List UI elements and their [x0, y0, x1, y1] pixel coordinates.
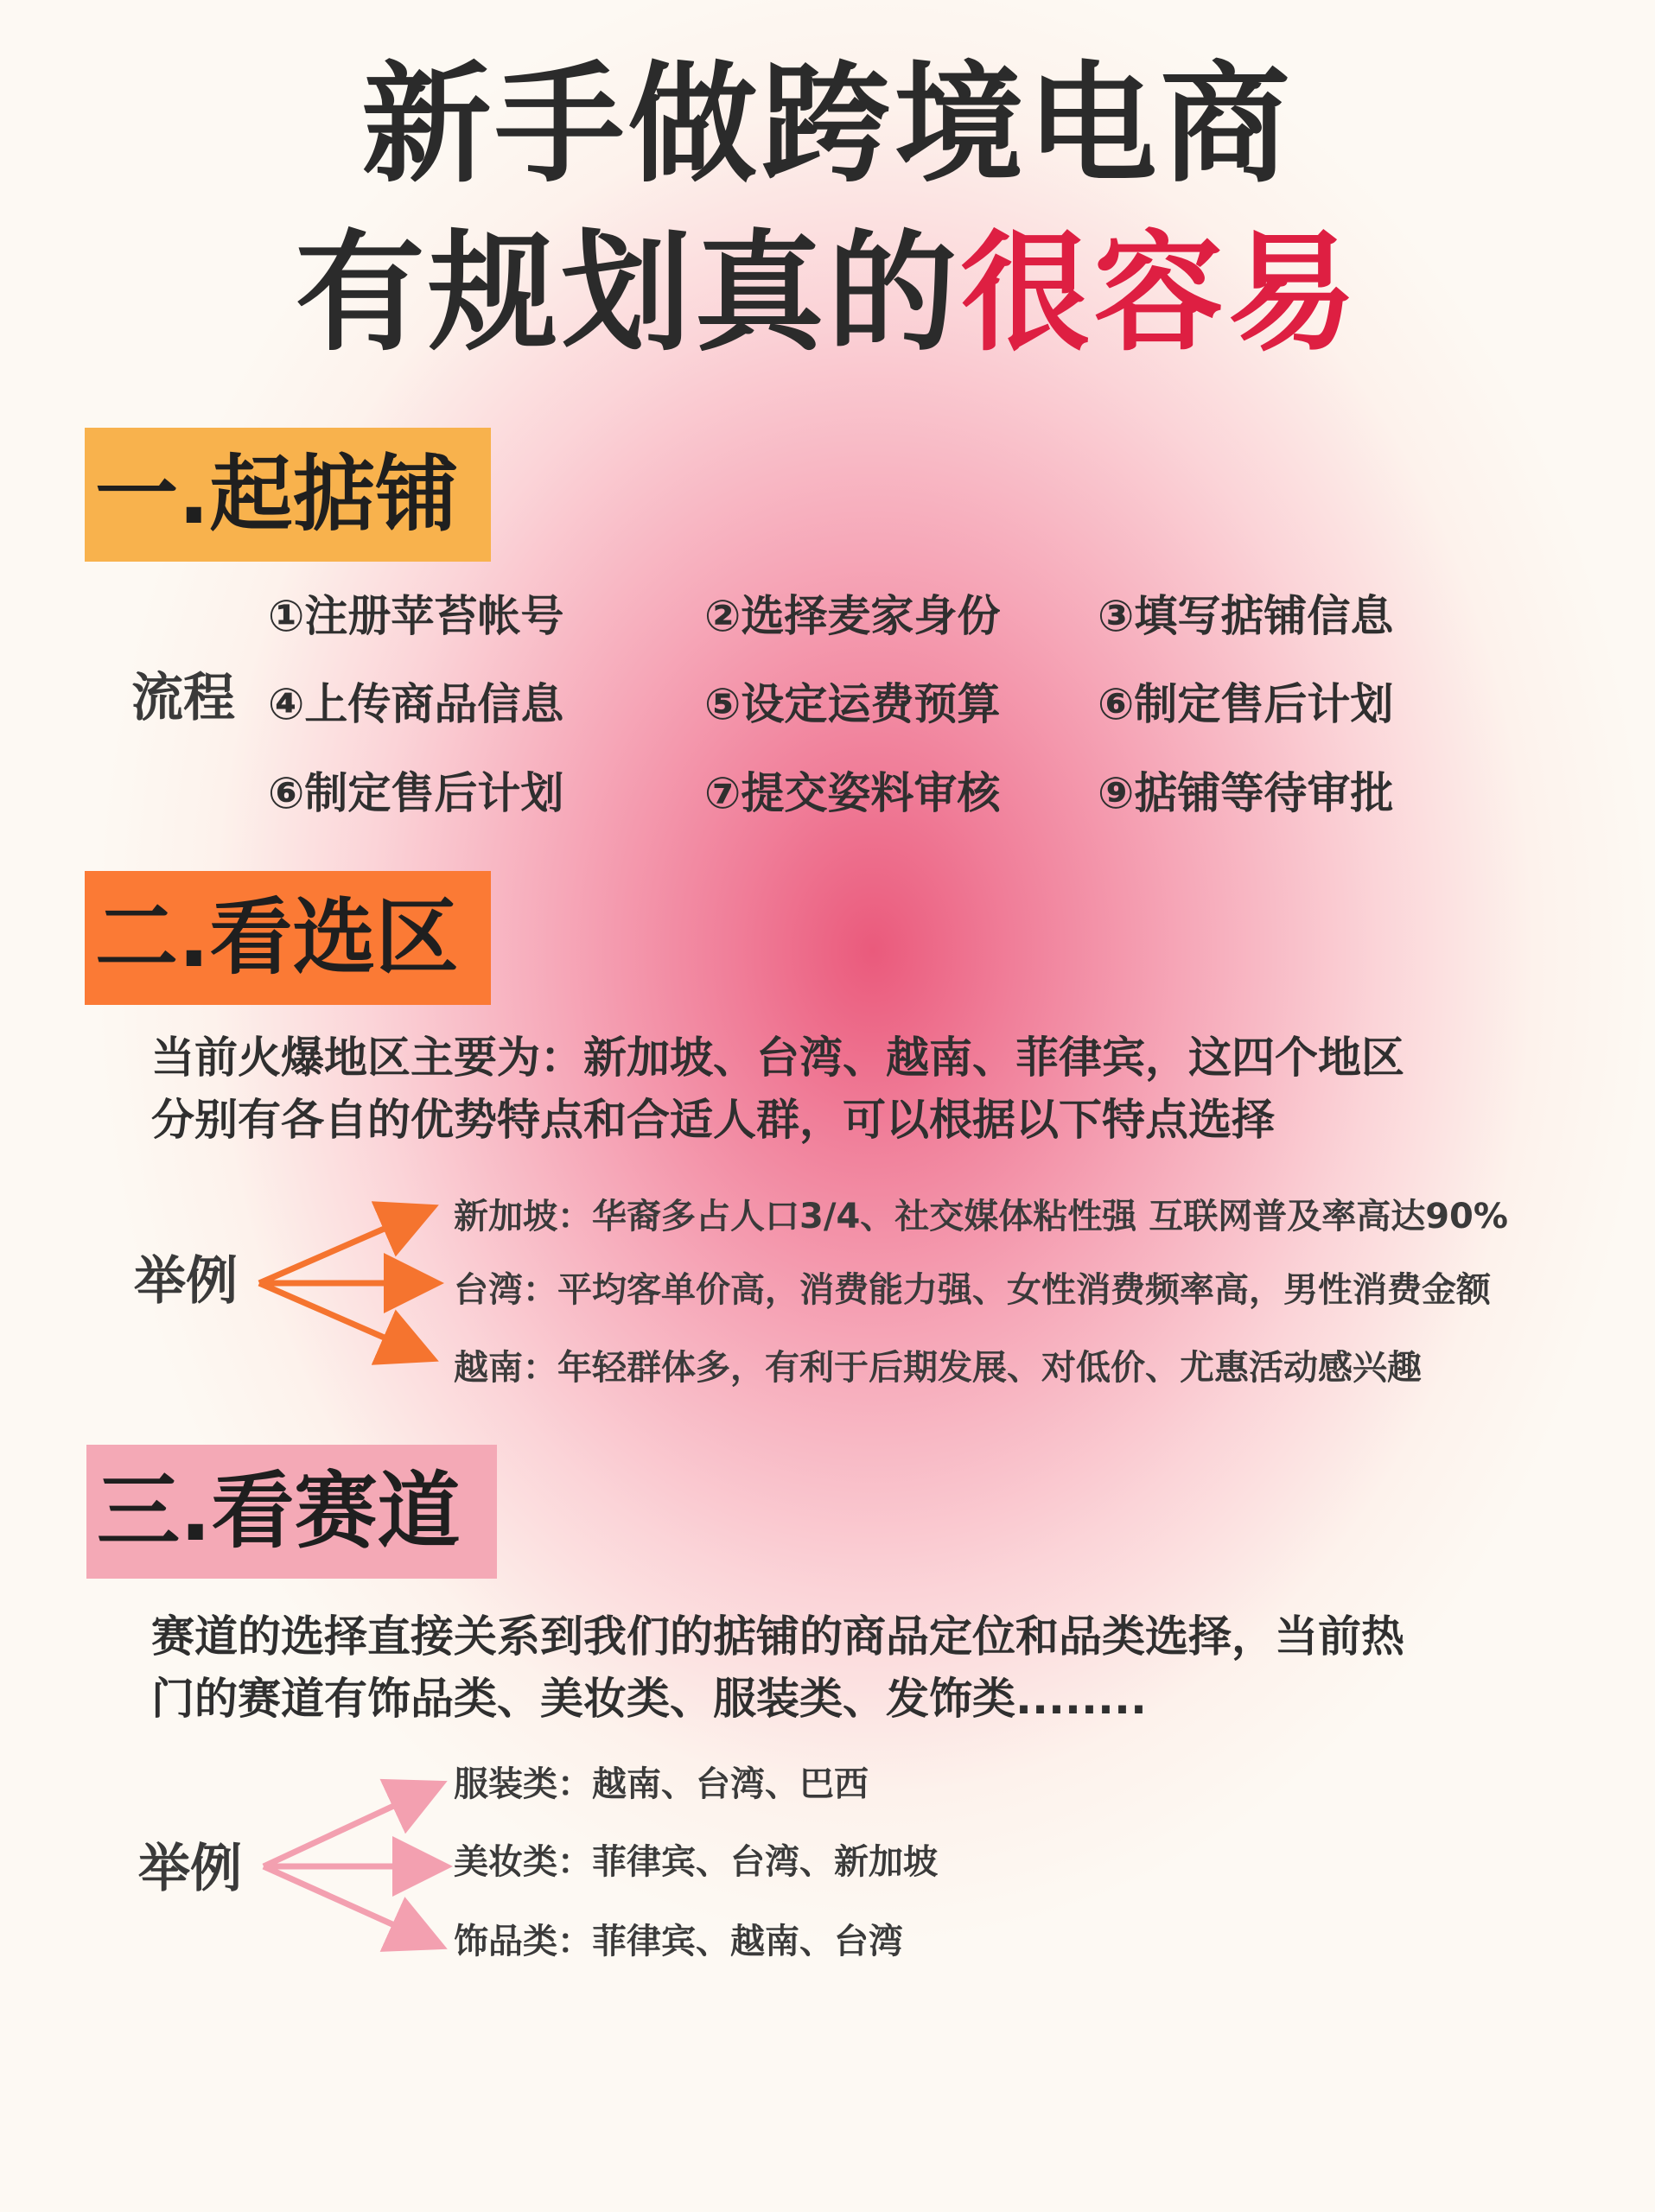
step-item: ⑤设定运费预算 [704, 679, 1001, 729]
example-item: 台湾：平均客单价高，消费能力强、女性消费频率高，男性消费金额 [454, 1270, 1491, 1310]
title-line-1: 新手做跨境电商 [361, 50, 1294, 200]
step-item: ③填写掂铺信息 [1098, 591, 1394, 641]
step-item: ⑨掂铺等待审批 [1098, 768, 1394, 818]
step-item: ⑥制定售后计划 [1098, 679, 1394, 729]
section-heading-track: 三.看赛道 [86, 1445, 497, 1579]
track-paragraph-line-2: 门的赛道有饰品类、美妆类、服装类、发饰类........ [151, 1674, 1147, 1724]
track-paragraph-line-1: 赛道的选择直接关系到我们的掂铺的商品定位和品类选择，当前热 [151, 1611, 1404, 1662]
title-line-2-prefix: 有规划真的 [295, 219, 961, 369]
example-arrows [251, 1192, 449, 1374]
section-heading-region: 二.看选区 [85, 871, 491, 1005]
title-line-2 [0, 220, 1655, 367]
step-item: ②选择麦家身份 [704, 591, 1001, 641]
section-heading-store: 一.起掂铺 [85, 428, 491, 562]
step-item: ⑥制定售后计划 [268, 768, 564, 818]
example-arrows [255, 1776, 454, 1957]
example-item: 服装类：越南、台湾、巴西 [454, 1764, 869, 1804]
process-label: 流程 [131, 668, 235, 728]
title-highlight: 很容易 [960, 219, 1360, 369]
step-item: ①注册苹苔帐号 [268, 591, 564, 641]
example-item: 饰品类：菲律宾、越南、台湾 [454, 1922, 903, 1961]
example-item: 新加坡：华裔多占人口3/4、社交媒体粘性强 互联网普及率高达90% [454, 1197, 1508, 1236]
step-item: ④上传商品信息 [268, 679, 564, 729]
region-paragraph-line-2: 分别有各自的优势特点和合适人群，可以根据以下特点选择 [151, 1095, 1275, 1145]
example-item: 美妆类：菲律宾、台湾、新加坡 [454, 1842, 938, 1882]
example-item: 越南：年轻群体多，有利于后期发展、对低价、尤惠活动感兴趣 [454, 1348, 1422, 1388]
step-item: ⑦提交姿料审核 [704, 768, 1001, 818]
example-label: 举例 [138, 1839, 242, 1899]
example-label: 举例 [134, 1251, 238, 1312]
region-paragraph-line-1: 当前火爆地区主要为：新加坡、台湾、越南、菲律宾，这四个地区 [151, 1033, 1404, 1083]
